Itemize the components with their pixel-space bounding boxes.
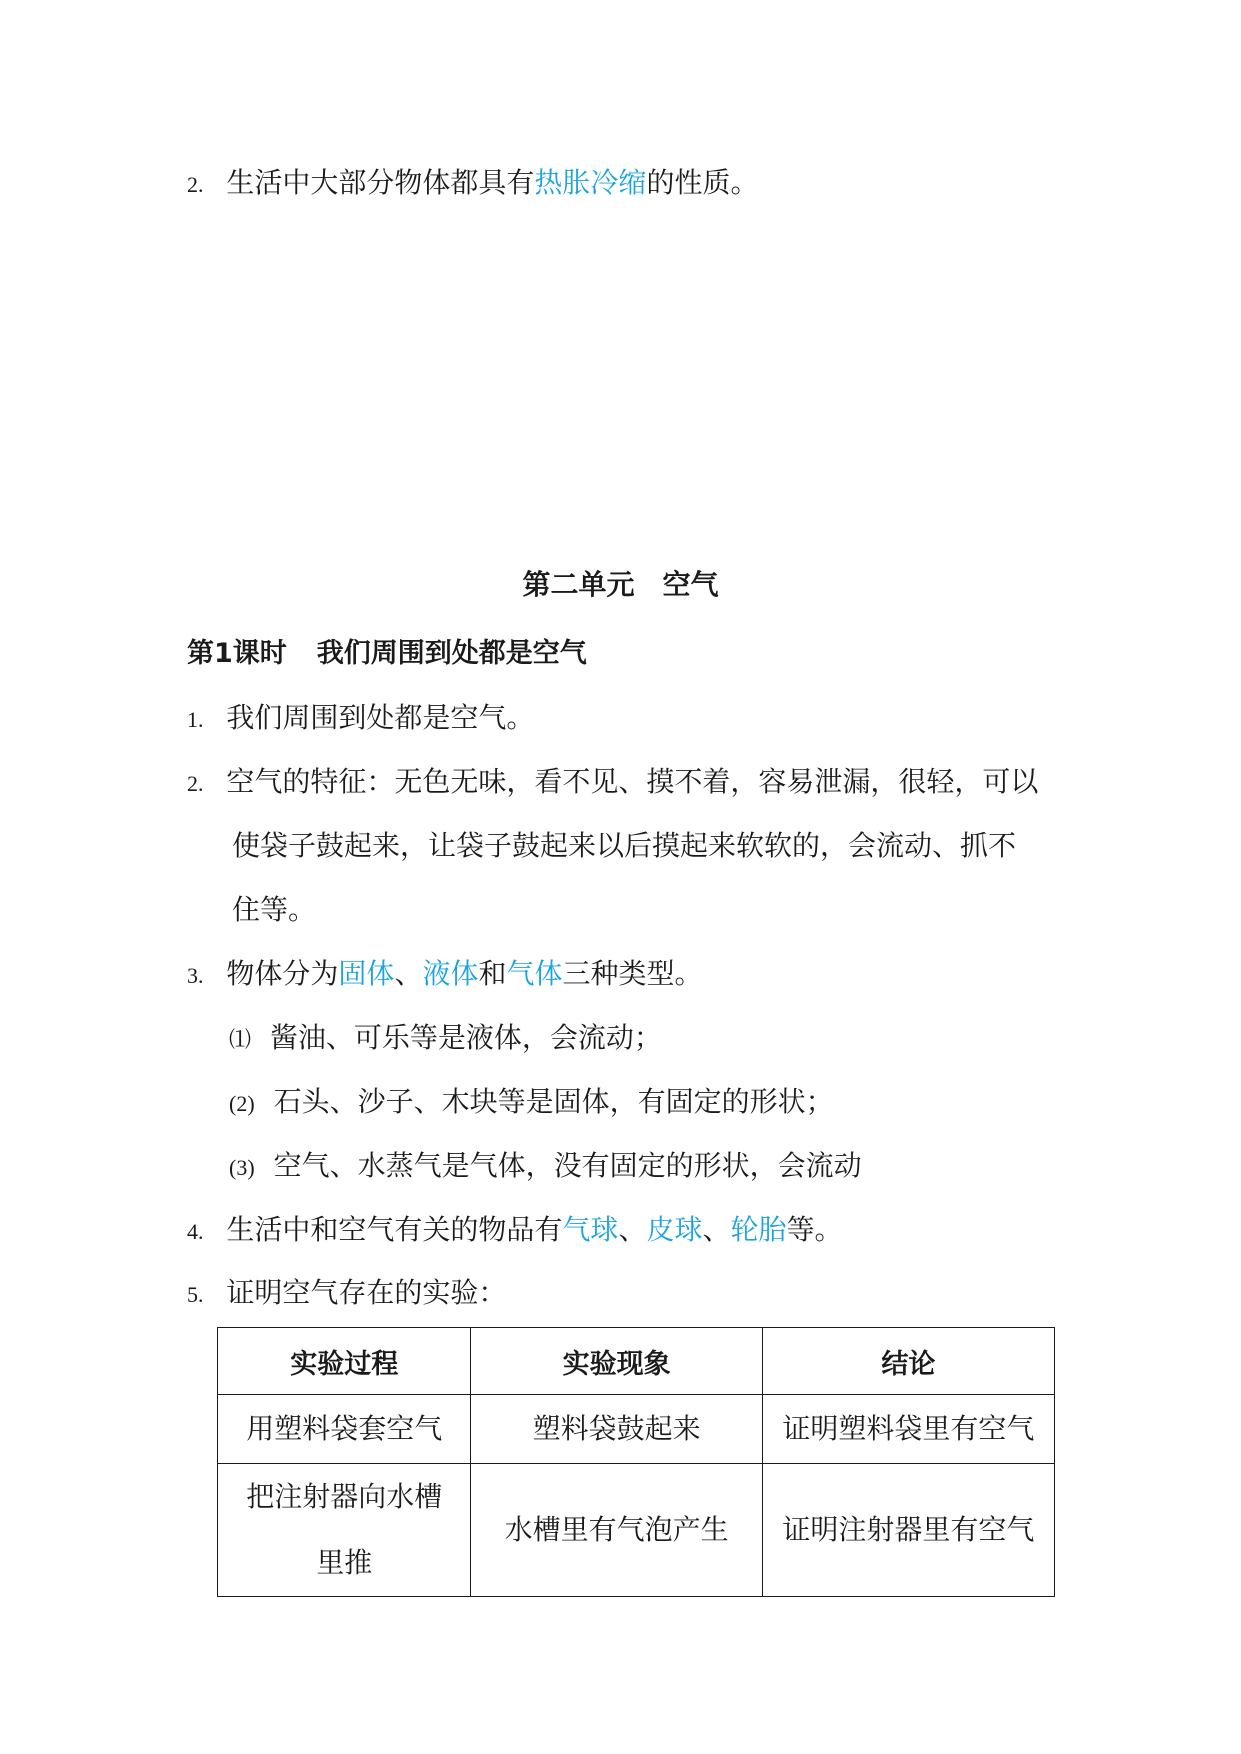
item-text: 生活中和空气有关的物品有 <box>226 1213 563 1246</box>
item-number: 3. <box>187 963 204 988</box>
lesson-title: 我们周围到处都是空气 <box>316 638 587 669</box>
item-text: 的性质。 <box>646 166 759 199</box>
unit-title: 第二单元 空气 <box>522 568 719 601</box>
sub-item-number: (3) <box>229 1155 255 1180</box>
highlight-term: 热胀冷缩 <box>534 166 647 199</box>
item-text: 物体分为 <box>226 957 339 990</box>
table-cell: 证明注射器里有空气 <box>762 1464 1054 1597</box>
table-cell: 把注射器向水槽里推 <box>218 1464 471 1597</box>
item-text: 三种类型。 <box>562 957 703 990</box>
sub-item-2 <box>229 1084 834 1122</box>
list-item-5 <box>187 1275 506 1313</box>
item-number: 5. <box>187 1282 204 1307</box>
item-text: 生活中大部分物体都具有 <box>226 166 535 199</box>
table-cell: 证明塑料袋里有空气 <box>762 1395 1054 1464</box>
item-number: 2. <box>187 771 204 796</box>
sub-item-number: ⑴ <box>229 1027 252 1052</box>
table-header: 实验现象 <box>471 1328 762 1395</box>
lesson-heading <box>187 636 587 672</box>
separator: 、 <box>394 957 423 990</box>
top-item-2 <box>187 165 758 203</box>
experiment-table <box>217 1327 1055 1597</box>
sub-item-3 <box>229 1148 862 1186</box>
table-row <box>218 1464 1055 1597</box>
table-header-row <box>218 1328 1055 1395</box>
sub-item-number: (2) <box>229 1091 255 1116</box>
list-item-3 <box>187 956 703 994</box>
table-cell: 用塑料袋套空气 <box>218 1395 471 1464</box>
sub-item-1 <box>229 1020 662 1058</box>
highlight-term: 轮胎 <box>730 1213 787 1246</box>
item-text: 等。 <box>786 1213 843 1246</box>
highlight-term: 皮球 <box>646 1213 703 1246</box>
list-item-2 <box>187 764 1038 802</box>
highlight-term: 气球 <box>562 1213 619 1246</box>
separator: 、 <box>618 1213 647 1246</box>
item-number: 2. <box>187 172 204 197</box>
sub-item-text: 石头、沙子、木块等是固体，有固定的形状； <box>273 1085 834 1118</box>
item-number: 1. <box>187 707 204 732</box>
sub-item-text: 酱油、可乐等是液体，会流动； <box>269 1021 662 1054</box>
lesson-prefix: 第1课时 <box>187 638 287 669</box>
item-text: 空气的特征：无色无味，看不见、摸不着，容易泄漏，很轻，可以 <box>226 765 1039 798</box>
item-text: 证明空气存在的实验： <box>226 1276 507 1309</box>
list-item-2-line2: 使袋子鼓起来，让袋子鼓起来以后摸起来软软的，会流动、抓不 <box>232 829 1017 862</box>
list-item-4 <box>187 1212 843 1250</box>
highlight-term: 固体 <box>338 957 395 990</box>
sub-item-text: 空气、水蒸气是气体，没有固定的形状，会流动 <box>273 1149 862 1182</box>
table-cell: 水槽里有气泡产生 <box>471 1464 762 1597</box>
highlight-term: 气体 <box>506 957 563 990</box>
item-number: 4. <box>187 1219 204 1244</box>
separator: 、 <box>702 1213 731 1246</box>
table-header: 结论 <box>762 1328 1054 1395</box>
list-item-2-line3: 住等。 <box>232 893 317 926</box>
table-row <box>218 1395 1055 1464</box>
item-text: 我们周围到处都是空气。 <box>226 701 535 734</box>
table-header: 实验过程 <box>218 1328 471 1395</box>
highlight-term: 液体 <box>422 957 479 990</box>
table-cell: 塑料袋鼓起来 <box>471 1395 762 1464</box>
list-item-1 <box>187 700 534 738</box>
separator: 和 <box>478 957 507 990</box>
